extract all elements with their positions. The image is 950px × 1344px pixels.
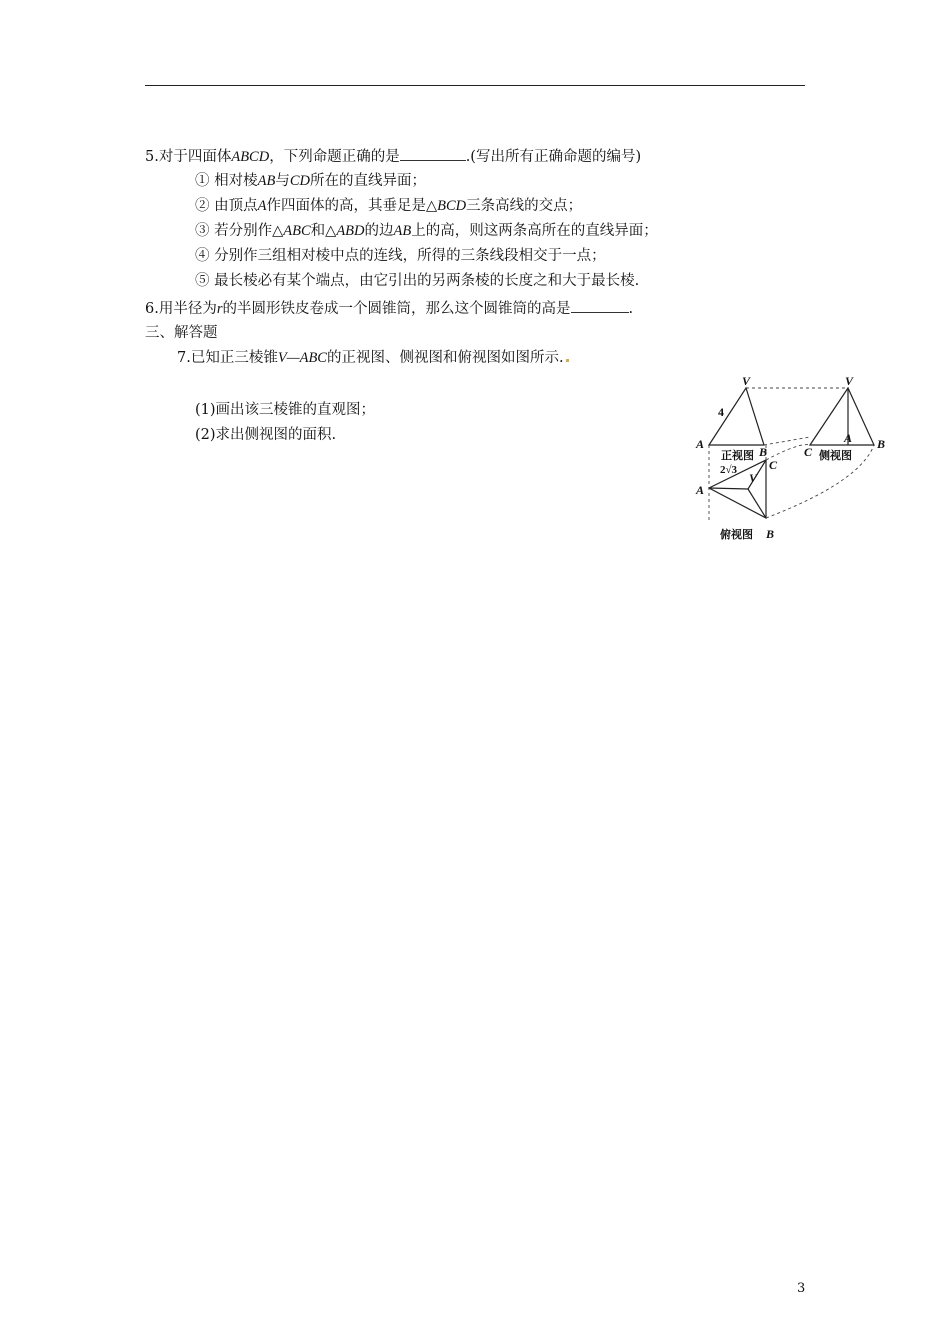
q6-answer-blank[interactable] xyxy=(571,298,629,313)
editor-mark xyxy=(566,359,569,362)
q6-stem: 6.用半径为r的半圆形铁皮卷成一个圆锥筒，那么这个圆锥筒的高是 . xyxy=(145,298,633,319)
q7-number: 7. xyxy=(177,350,191,366)
label-v-top: V xyxy=(749,471,758,485)
q7-stem: 7.已知正三棱锥V—ABC的正视图、侧视图和俯视图如图所示. xyxy=(177,348,571,368)
label-len-2sqrt3: 2√3 xyxy=(720,464,738,476)
top-view-edge-va xyxy=(709,488,748,489)
label-b-top: B xyxy=(766,527,775,541)
label-a-side: A xyxy=(844,431,853,445)
section-heading: 三、解答题 xyxy=(145,325,218,341)
header-rule xyxy=(145,85,805,86)
q6-number: 6. xyxy=(145,301,159,317)
q5-answer-blank[interactable] xyxy=(400,146,466,161)
caption-side-view: 侧视图 xyxy=(819,450,852,462)
three-views-figure xyxy=(690,372,890,547)
label-v-front: V xyxy=(742,374,751,388)
q5-item-1: ① 相对棱AB与CD所在的直线异面； xyxy=(195,173,426,189)
caption-top-view: 俯视图 xyxy=(720,529,753,541)
q5-item-5: ⑤ 最长棱必有某个端点，由它引出的另两条棱的长度之和大于最长棱. xyxy=(195,273,640,289)
q7-sub-2: (2)求出侧视图的面积. xyxy=(195,427,337,443)
q5-number: 5. xyxy=(145,149,159,165)
label-a-top: A xyxy=(696,483,705,497)
label-c-side: C xyxy=(804,445,813,459)
q5-item-2: ② 由顶点A作四面体的高，其垂足是△BCD三条高线的交点； xyxy=(195,198,583,214)
proj-b-to-c xyxy=(764,437,810,445)
side-view-triangle xyxy=(810,388,874,445)
caption-front-view: 正视图 xyxy=(721,450,754,462)
label-v-side: V xyxy=(845,374,854,388)
label-b-front: B xyxy=(759,445,768,459)
q5-stem: 5.对于四面体ABCD，下列命题正确的是 .(写出所有正确命题的编号) xyxy=(145,146,641,167)
label-b-side: B xyxy=(877,437,886,451)
label-c-top: C xyxy=(769,458,778,472)
label-a-front: A xyxy=(696,437,705,451)
side-view xyxy=(810,388,874,445)
page-number: 3 xyxy=(797,1281,806,1296)
q5-item-4: ④ 分别作三组相对棱中点的连线，所得的三条线段相交于一点； xyxy=(195,248,606,264)
view-captions xyxy=(720,448,852,541)
top-view xyxy=(709,460,766,518)
three-views-svg xyxy=(690,372,890,547)
label-len-4: 4 xyxy=(718,405,724,419)
q7-sub-1: (1)画出该三棱锥的直观图； xyxy=(195,402,376,418)
q5-item-3: ③ 若分别作△ABC和△ABD的边AB上的高，则这两条高所在的直线异面； xyxy=(195,223,658,239)
